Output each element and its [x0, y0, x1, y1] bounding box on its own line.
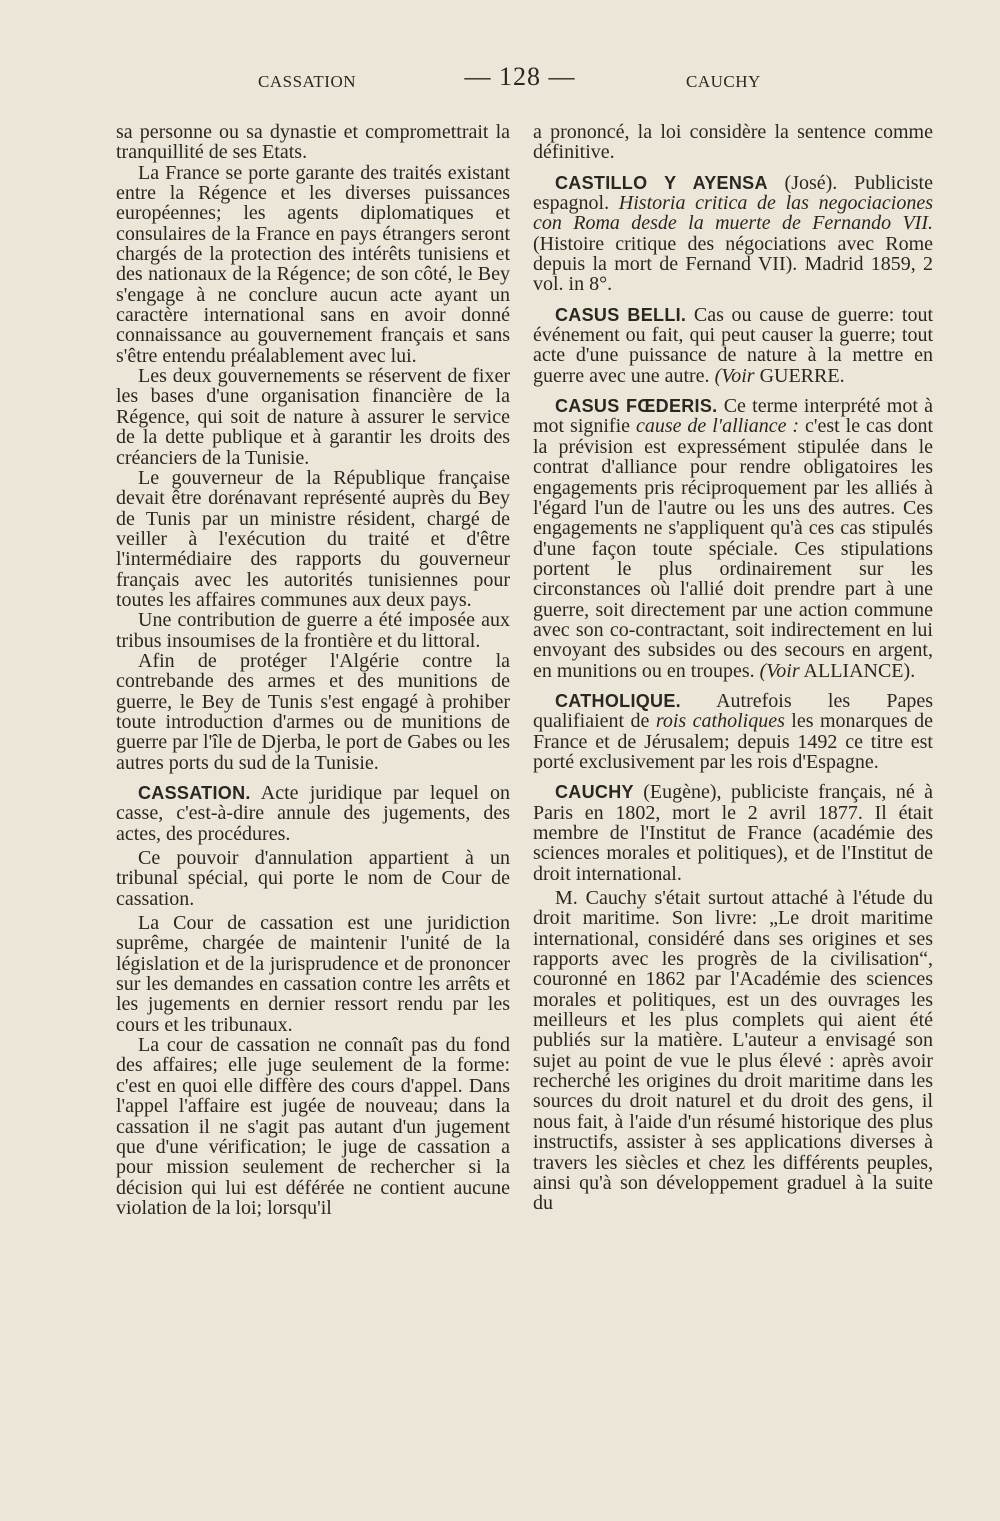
entry-castillo	[533, 173, 933, 295]
page-number: — 128 —	[464, 62, 576, 91]
entry-term: CASUS FŒDERIS.	[555, 396, 718, 417]
paragraph: Le gouverneur de la République française devait être dorénavant représenté auprès du Bey de Tunis par un ministre résident, chargé de veiller à l'exécution du traité et d'être l'intermédiaire des rapports du gouverneur français avec les autorités tunisiennes pour toutes les affaires communes aux deux pays.	[116, 466, 510, 611]
entry-catholique	[533, 691, 933, 772]
entry-term: CATHOLIQUE.	[555, 690, 681, 711]
right-column	[533, 122, 933, 1401]
paragraph: Ce pouvoir d'annulation appartient à un tribunal spécial, qui porte le nom de Cour de cassation.	[116, 847, 510, 910]
entry-text: Autrefois les Papes qualifiaient de	[533, 689, 933, 733]
entry-definition: (Eugène), publiciste français, né à Paris en 1802, mort le 2 avril 1877. Il était membre de l'Institut de France (académie des sciences morales et politiques), et de l'Institut de droit international.	[533, 781, 933, 885]
cross-ref: ALLIANCE).	[803, 659, 916, 682]
entry-casus-foederis	[533, 396, 933, 681]
entry-text: c'est le cas dont la prévision est expressément stipulée dans le contrat d'alliance pour rendre obligatoires les engagements pris réciproquement par les alliés à l'égard l'un de l'autre ou les uns des autres. Ces engagements ne s'appliquent qu'à ces cas stipulés d'une façon toute spéciale. Ces stipulations portent le plus ordinairement sur les circonstances où l'allié doit prendre part à une guerre, soit directement par une action commune avec son co-contractant, soit indirectement en lui envoyant des subsides ou des secours en argent, en munitions ou en troupes.	[533, 415, 934, 682]
entry-text: les monarques de France et de Jérusalem; depuis 1492 ce titre est porté exclusivement par les rois d'Espagne.	[533, 710, 934, 773]
paragraph: Afin de protéger l'Algérie contre la contrebande des armes et des munitions de guerre, le Bey de Tunis s'est engagé à prohiber toute introduction d'armes ou de munitions de guerre par l'île de Djerba, le port de Gabes ou les autres ports du sud de la Tunisie.	[116, 649, 510, 774]
entry-text: (José). Publiciste espagnol.	[533, 171, 933, 215]
paragraph: a prononcé, la loi considère la sentence comme définitive.	[533, 121, 933, 164]
paragraph: M. Cauchy s'était surtout attaché à l'étude du droit maritime. Son livre: „Le droit maritime international, considéré dans ses origines et ses rapports avec les progrès de la civilisation“, couronné en 1862 par l'Académie des sciences morales et politiques, est un des ouvrages les meilleurs et les plus complets qui aient été publiés sur la matière. L'auteur a envisagé son sujet au point de vue le plus élevé : après avoir recherché les origines du droit maritime dans les sources du droit naturel et du droit des gens, il nous fait, à l'aide d'un résumé historique des plus instructifs, assister à ses applications diverses à travers les siècles et chez les différents peuples, ainsi qu'à son développement graduel à la suite du	[533, 887, 933, 1215]
left-column	[116, 122, 510, 1401]
paragraph: La France se porte garante des traités existant entre la Régence et les diverses puissances européennes; les agents diplomatiques et consulaires de la France en pays étrangers seront chargés de la protection des intérêts tunisiens et des nationaux de la Régence; de son côté, le Bey s'engage à ne conclure aucun acte ayant un caractère international sans en avoir donné connaissance au gouvernement français et sans s'être entendu préalablement avec lui.	[116, 161, 510, 367]
paragraph: Une contribution de guerre a été imposée aux tribus insoumises de la frontière et du littoral.	[116, 609, 510, 652]
italic-phrase: cause de l'alliance :	[635, 415, 800, 438]
paragraph: La Cour de cassation est une juridiction suprême, chargée de maintenir l'unité de la législation et de la jurisprudence et de prononcer sur les demandes en cassation contre les arrêts et les jugements en dernier ressort rendu par les cours et les tribunaux.	[116, 912, 510, 1036]
entry-text: Ce terme interprété mot à mot signifie	[533, 395, 934, 438]
header-right-term: CAUCHY	[686, 72, 761, 91]
entry-definition: Acte juridique par lequel on casse, c'est-à-dire annule des jugements, des actes, des procédures.	[116, 782, 510, 845]
cross-ref: GUERRE.	[759, 364, 845, 387]
entry-term: CAUCHY	[555, 782, 634, 803]
cross-ref-label: (Voir	[714, 364, 755, 387]
entry-text: (Histoire critique des négociations avec Rome depuis la mort de Fernand VII). Madrid 1859, 2 vol. in 8°.	[533, 232, 933, 296]
book-title: Historia critica de las negociaciones con Roma desde la muerte de Fernando VII.	[533, 192, 934, 235]
entry-term: CASTILLO Y AYENSA	[555, 172, 768, 193]
entry-casus-belli	[533, 305, 933, 386]
header-left-term: CASSATION	[258, 72, 357, 91]
entry-definition: Cas ou cause de guerre: tout événement ou fait, qui peut causer la guerre; tout acte d'une puissance de nature à la mettre en guerre avec une autre.	[533, 303, 933, 387]
paragraph: Les deux gouvernements se réservent de fixer les bases d'une organisation financière de la Régence, qui soit de nature à assurer le service de la dette publique et à garantir les droits des créanciers de la Tunisie.	[116, 365, 510, 469]
entry-cassation	[116, 783, 510, 844]
paragraph: sa personne ou sa dynastie et compromettrait la tranquillité de ses Etats.	[116, 121, 510, 164]
entry-term: CASUS BELLI.	[555, 304, 687, 325]
cross-ref-label: (Voir	[759, 659, 800, 682]
italic-phrase: rois catholiques	[655, 710, 785, 733]
entry-term: CASSATION.	[138, 783, 251, 803]
entry-cauchy	[533, 782, 933, 884]
paragraph: La cour de cassation ne connaît pas du fond des affaires; elle juge seulement de la forme: c'est en quoi elle diffère des cours d'appel. Dans l'appel l'affaire est jugée de nouveau; dans la cassation il ne s'agit pas autant d'un jugement que d'une vérification; le juge de cassation a pour mission seulement de rechercher si la décision qui lui est déférée ne contient aucune violation de la loi; lorsqu'il	[116, 1034, 510, 1219]
running-header	[0, 62, 1000, 102]
